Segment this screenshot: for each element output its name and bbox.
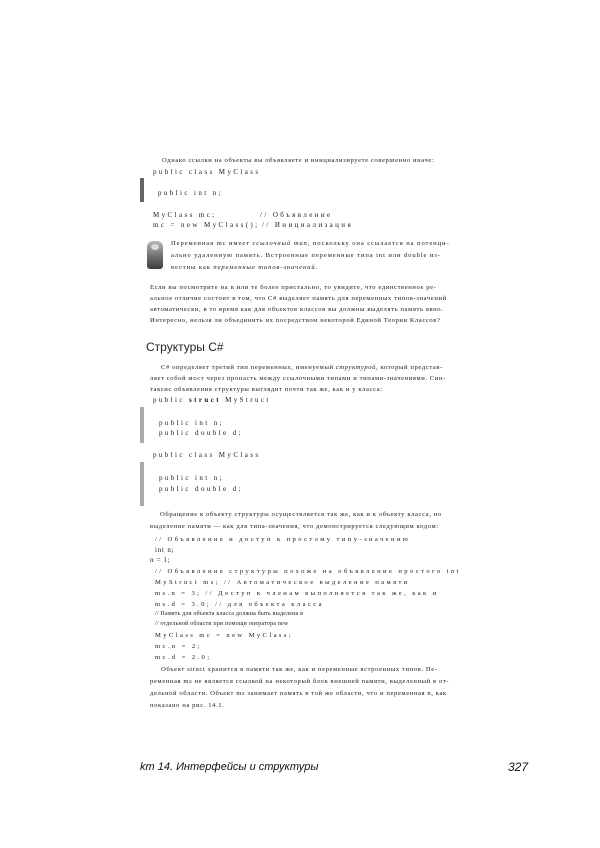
paragraph-text: который представ- — [378, 364, 443, 371]
code-struct-keyword: struct — [189, 396, 221, 404]
paragraph-3-line-2: ляет собой мост через пропасть между ссылочными типами и типами-значениями. Син- — [150, 375, 446, 382]
paragraph-4-line-2: выделение памяти — как для типа-значения, что демонстрируется следующим кодом: — [150, 523, 439, 530]
note-text: вестны как — [171, 264, 214, 271]
code3-line-6: ms.n = 3; // Доступ к членам выполняется так же, как и — [155, 590, 439, 597]
paragraph-5-line-1: Объект struct хранится в памяти так же, как и переменные встроенных типов. Пе- — [161, 666, 438, 673]
paragraph-2-line-1: Если вы посмотрите на n или те более пристально, то увидите, что единственное ре- — [150, 284, 437, 291]
paragraph-3-line-3: таксис объявления структуры выглядит почти так же, как и у класса: — [150, 386, 383, 393]
paragraph-2-line-4: Интересно, нельзя ли объединить их посредством некоторой Единой Теории Классов? — [150, 317, 441, 324]
code-comment-initialization: // Инициализация — [262, 221, 354, 229]
code-struct-declaration — [153, 396, 271, 405]
code-field-line: public int n; — [158, 189, 224, 197]
code-declaration-line: MyClass mc; — [153, 211, 217, 219]
note-line-2: ально удаленную память. Встроенные переменные типа int или double из- — [171, 252, 441, 259]
paragraph-5-line-4: показано на рис. 14.1. — [150, 702, 225, 709]
note-pen-icon — [147, 241, 163, 269]
code-bracket-bar — [140, 462, 144, 506]
note-line-1 — [171, 239, 450, 248]
note-italic-term: переменные типов-значений. — [213, 264, 319, 271]
code-class-field-d: public double d; — [159, 485, 243, 493]
note-line-3 — [171, 263, 318, 272]
code-initialization-line: mc = new MyClass(); — [153, 221, 260, 229]
note-text: Переменная mc имеет — [171, 240, 253, 247]
code-keyword: public — [153, 396, 190, 404]
paragraph-2-line-2: альное отличие состоит в том, что C# выделяет память для переменных типов-значений — [150, 295, 447, 302]
code3-line-1: // Объявление и доступ к простому типу-значению — [155, 536, 411, 543]
code3-line-9: // отдельной области при помощи оператора new — [155, 621, 289, 627]
intro-paragraph: Однако ссылки на объекты вы объявляете и инициализируете совершенно иначе: — [162, 157, 435, 164]
code3-line-8: // Память для объекта класса должна быть выделена в — [155, 611, 304, 617]
section-heading: Структуры C# — [146, 340, 224, 354]
chapter-footer-title: km 14. Интерфейсы и структуры — [140, 761, 319, 773]
paragraph-italic-term: структурой, — [335, 364, 379, 371]
code3-line-4: // Объявление структуры похоже на объявление простого int — [155, 568, 461, 575]
paragraph-3-line-1 — [161, 363, 443, 372]
code3-line-2: int n; — [155, 546, 175, 554]
code-class-field-n: public int n; — [159, 474, 225, 482]
code3-line-12: mc.d = 2.0; — [155, 654, 212, 661]
code3-line-5: MyStruct ms; // Автоматическое выделение памяти — [155, 579, 410, 586]
code-bracket-bar — [140, 407, 144, 443]
paragraph-text: C# определяет третий тип переменных, именуемый — [161, 364, 336, 371]
code-class-declaration-2: public class MyClass — [153, 451, 261, 459]
code-comment-declaration: // Объявление — [260, 211, 333, 219]
code-class-declaration: public class MyClass — [153, 168, 261, 176]
paragraph-2-line-3: автоматически, в то время как для объектов классов вы должны выделять память явно. — [150, 306, 444, 313]
paragraph-5-line-3: дельной области. Объект ms занимает память в той же области, что и переменная n, как — [150, 690, 447, 697]
code-struct-field-d: public double d; — [159, 429, 243, 437]
code3-line-3: n = 1; — [150, 556, 170, 564]
code3-line-7: ms.d = 3.0; // для объекта класса — [155, 601, 324, 608]
code-identifier: MyStruct — [220, 396, 271, 404]
page-number: 327 — [508, 760, 529, 774]
paragraph-4-line-1: Обращение к объекту структуры осуществляется так же, как и к объекту класса, но — [160, 511, 442, 518]
code-struct-field-n: public int n; — [159, 419, 225, 427]
code3-line-11: mc.n = 2; — [155, 643, 202, 650]
paragraph-5-line-2: ременная ms не является ссылкой на некоторый блок внешней памяти, выделенный в от- — [150, 678, 450, 685]
note-italic-term: ссылочный тип, — [252, 240, 311, 247]
code3-line-10: MyClass mc = new MyClass; — [155, 632, 294, 639]
code-bracket-bar — [140, 178, 144, 202]
note-text: поскольку она ссылается на потенци- — [310, 240, 450, 247]
